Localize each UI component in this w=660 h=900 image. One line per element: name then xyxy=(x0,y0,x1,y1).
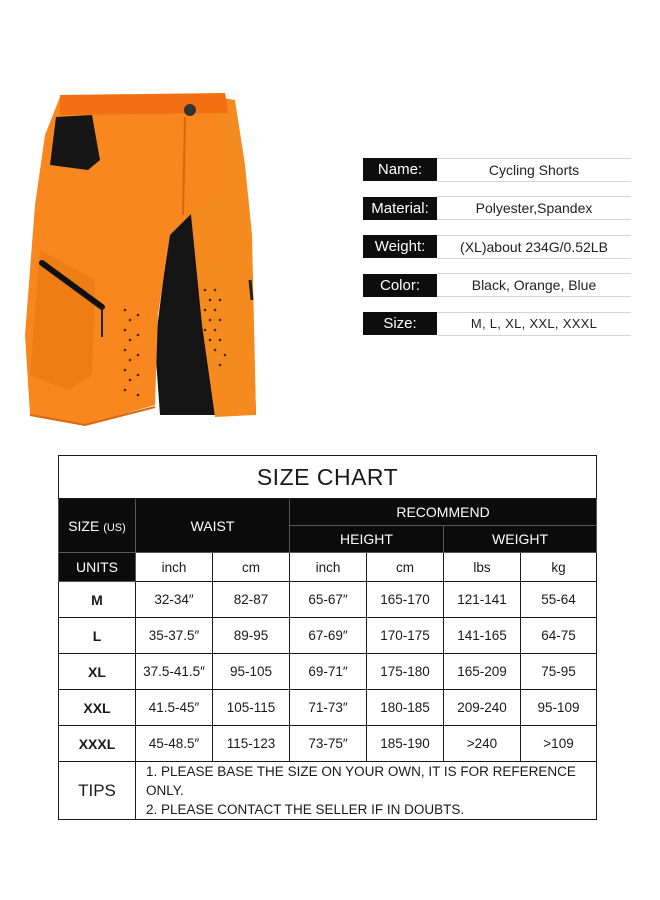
data-cell: 115-123 xyxy=(213,726,290,762)
spec-row-size xyxy=(363,312,631,335)
waist-header: WAIST xyxy=(136,499,290,553)
unit-cell: kg xyxy=(521,553,597,582)
data-cell: 105-115 xyxy=(213,690,290,726)
shorts-waistband xyxy=(60,93,228,115)
data-cell: 64-75 xyxy=(521,618,597,654)
data-cell: 141-165 xyxy=(444,618,521,654)
snap-button xyxy=(184,104,196,116)
data-cell: >240 xyxy=(444,726,521,762)
spec-row-material xyxy=(363,197,631,220)
data-cell: 65-67″ xyxy=(290,582,367,618)
unit-cell: cm xyxy=(367,553,444,582)
size-cell: XXL xyxy=(59,690,136,726)
size-cell: XL xyxy=(59,654,136,690)
data-cell: 41.5-45″ xyxy=(136,690,213,726)
table-row xyxy=(59,690,597,726)
weight-header: WEIGHT xyxy=(444,526,597,553)
units-label: UNITS xyxy=(59,553,136,582)
tip-line: 1. PLEASE BASE THE SIZE ON YOUR OWN, IT IS FOR REFERENCE ONLY. xyxy=(146,764,576,798)
data-cell: 175-180 xyxy=(367,654,444,690)
height-header: HEIGHT xyxy=(290,526,444,553)
spec-row-name xyxy=(363,158,631,181)
side-zipper xyxy=(250,280,252,300)
unit-cell: cm xyxy=(213,553,290,582)
data-cell: 89-95 xyxy=(213,618,290,654)
data-cell: 37.5-41.5″ xyxy=(136,654,213,690)
data-cell: 165-209 xyxy=(444,654,521,690)
data-cell: 185-190 xyxy=(367,726,444,762)
size-chart-title: SIZE CHART xyxy=(59,456,597,499)
data-cell: 180-185 xyxy=(367,690,444,726)
tip-line: 2. PLEASE CONTACT THE SELLER IF IN DOUBTS. xyxy=(146,802,465,817)
data-cell: 35-37.5″ xyxy=(136,618,213,654)
size-cell: XXXL xyxy=(59,726,136,762)
table-row xyxy=(59,726,597,762)
spec-label: Weight: xyxy=(363,235,437,258)
spec-value: Black, Orange, Blue xyxy=(437,273,631,297)
spec-row-color xyxy=(363,274,631,297)
data-cell: 71-73″ xyxy=(290,690,367,726)
data-cell: 69-71″ xyxy=(290,654,367,690)
shorts-pocket-panel xyxy=(50,115,100,170)
unit-cell: inch xyxy=(136,553,213,582)
data-cell: 209-240 xyxy=(444,690,521,726)
data-cell: 67-69″ xyxy=(290,618,367,654)
data-cell: 95-105 xyxy=(213,654,290,690)
unit-cell: lbs xyxy=(444,553,521,582)
spec-label: Size: xyxy=(363,312,437,335)
data-cell: 75-95 xyxy=(521,654,597,690)
data-cell: 82-87 xyxy=(213,582,290,618)
unit-cell: inch xyxy=(290,553,367,582)
data-cell: 45-48.5″ xyxy=(136,726,213,762)
data-cell: 73-75″ xyxy=(290,726,367,762)
data-cell: 165-170 xyxy=(367,582,444,618)
spec-value: M, L, XL, XXL, XXXL xyxy=(437,312,631,336)
tips-label: TIPS xyxy=(59,762,136,820)
size-header-suffix: (US) xyxy=(103,521,126,534)
size-header-label: SIZE xyxy=(68,517,100,534)
spec-label: Material: xyxy=(363,197,437,220)
spec-value: (XL)about 234G/0.52LB xyxy=(437,235,631,259)
size-cell: M xyxy=(59,582,136,618)
spec-value: Cycling Shorts xyxy=(437,158,631,182)
table-row xyxy=(59,582,597,618)
spec-list xyxy=(363,158,631,351)
data-cell: 32-34″ xyxy=(136,582,213,618)
tips-text xyxy=(136,762,597,820)
cycling-shorts-illustration xyxy=(20,85,265,435)
size-header xyxy=(59,499,136,553)
data-cell: 170-175 xyxy=(367,618,444,654)
table-row xyxy=(59,654,597,690)
data-cell: 121-141 xyxy=(444,582,521,618)
data-cell: 95-109 xyxy=(521,690,597,726)
recommend-header: RECOMMEND xyxy=(290,499,597,526)
spec-label: Color: xyxy=(363,274,437,297)
size-cell: L xyxy=(59,618,136,654)
spec-value: Polyester,Spandex xyxy=(437,196,631,220)
spec-label: Name: xyxy=(363,158,437,181)
data-cell: 55-64 xyxy=(521,582,597,618)
data-cell: >109 xyxy=(521,726,597,762)
size-chart-table xyxy=(58,455,597,820)
spec-row-weight xyxy=(363,235,631,258)
table-row xyxy=(59,618,597,654)
